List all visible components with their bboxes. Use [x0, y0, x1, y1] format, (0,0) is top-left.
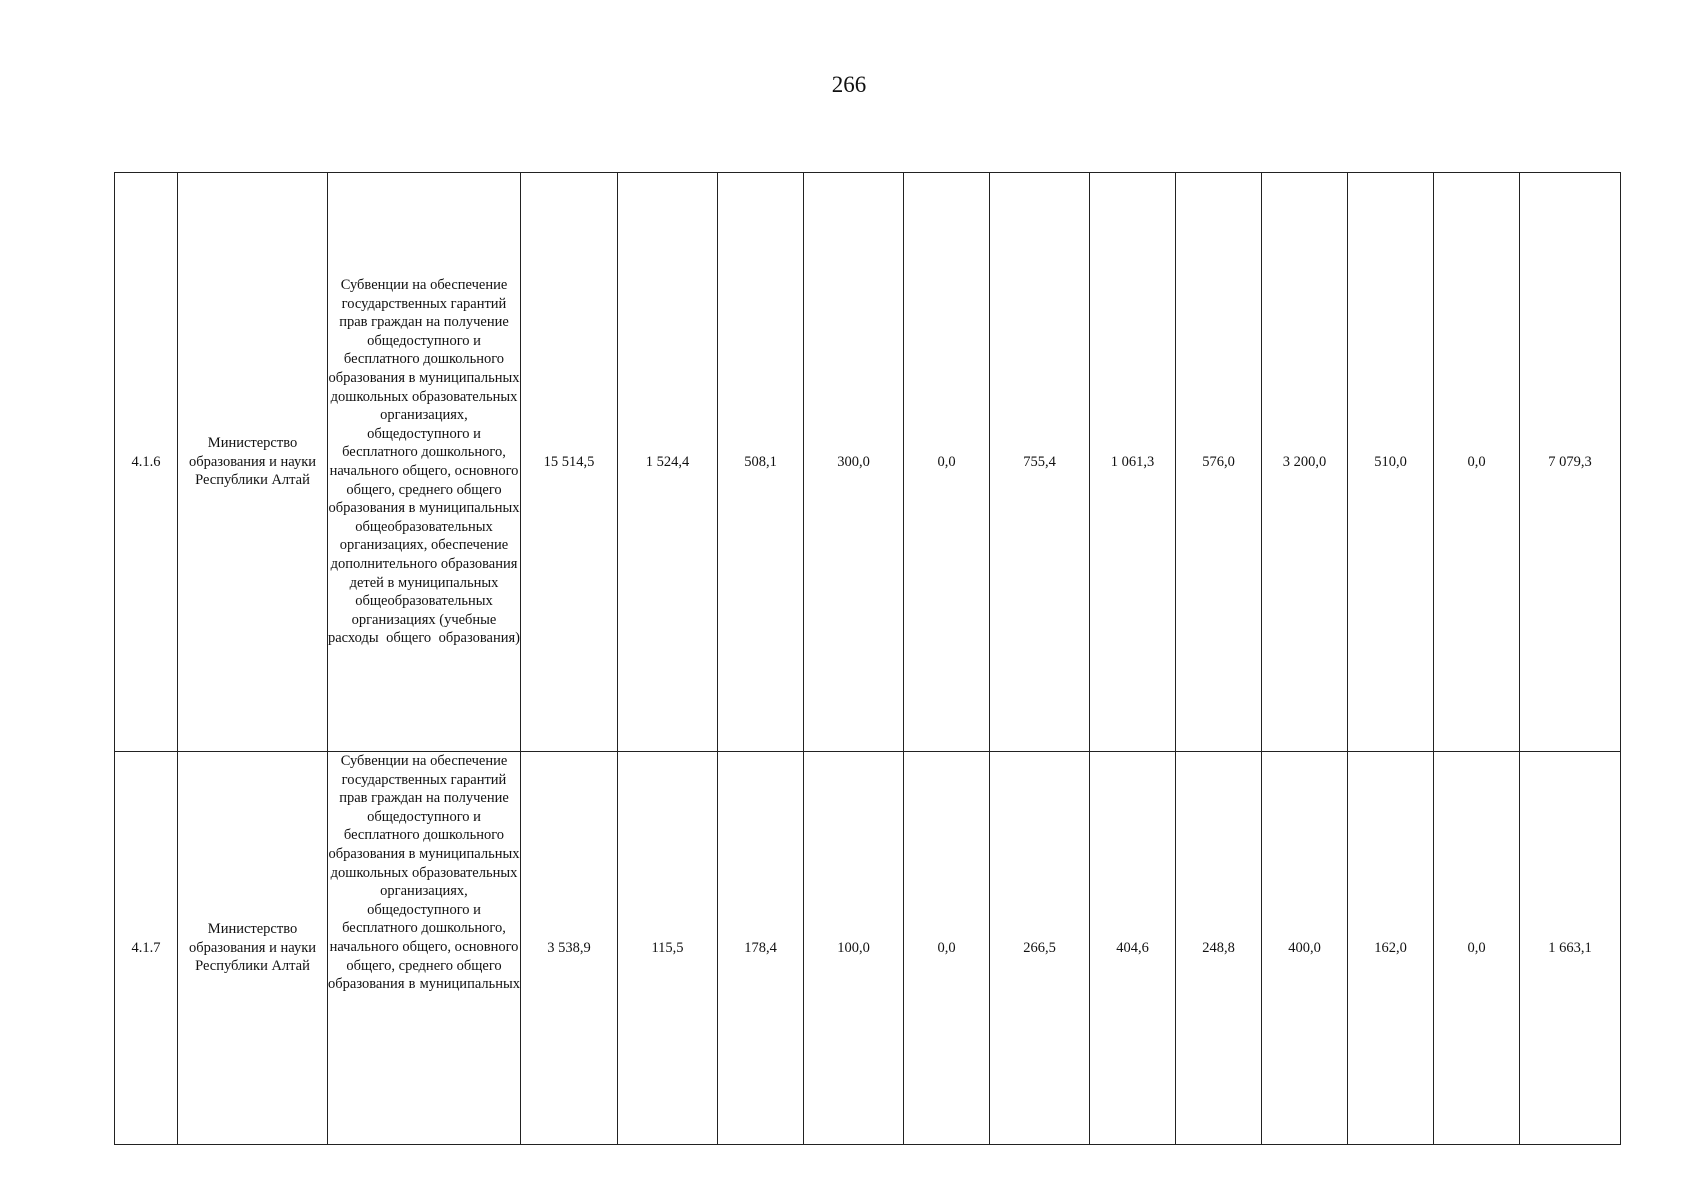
value-cell: 300,0	[804, 173, 904, 752]
budget-table	[114, 172, 1621, 1145]
page-number: 266	[831, 72, 867, 97]
value-cell: 576,0	[1176, 173, 1262, 752]
value-cell: 755,4	[990, 173, 1090, 752]
value-cell: 3 538,9	[521, 752, 618, 1145]
value-cell: 0,0	[1434, 752, 1520, 1145]
value-cell: 15 514,5	[521, 173, 618, 752]
value-cell: 404,6	[1090, 752, 1176, 1145]
value-cell: 100,0	[804, 752, 904, 1145]
table-row	[115, 752, 1621, 1145]
value-cell: 3 200,0	[1262, 173, 1348, 752]
value-cell: 0,0	[904, 752, 990, 1145]
row-organization: Министерство образования и науки Республики Алтай	[178, 752, 328, 1145]
row-description	[328, 173, 521, 752]
row-code: 4.1.6	[115, 173, 178, 752]
row-code: 4.1.7	[115, 752, 178, 1145]
row-description-text: Субвенции на обеспечение государственных гарантий прав граждан на получение общедоступного и бесплатного дошкольного образования в муниципальных дошкольных образовательных организациях, общедоступного и бесплатного дошкольного, начального общего, основного общего, среднего общего образования в муниципальных	[328, 753, 520, 993]
value-cell: 7 079,3	[1520, 173, 1621, 752]
row-description	[328, 752, 521, 1145]
value-cell: 162,0	[1348, 752, 1434, 1145]
value-cell: 1 524,4	[618, 173, 718, 752]
row-organization: Министерство образования и науки Республики Алтай	[178, 173, 328, 752]
row-description-text: Субвенции на обеспечение государственных гарантий прав граждан на получение общедоступного и бесплатного дошкольного образования в муниципальных дошкольных образовательных организациях, общедоступного и бесплатного дошкольного, начального общего, основного общего, среднего общего образования в муниципальных общеобразовательных организациях, обеспечение дополнительного образования детей в муниципальных общеобразовательных организациях (учебные расходы общего образования)	[328, 277, 520, 647]
value-cell: 266,5	[990, 752, 1090, 1145]
value-cell: 0,0	[1434, 173, 1520, 752]
value-cell: 400,0	[1262, 752, 1348, 1145]
value-cell: 510,0	[1348, 173, 1434, 752]
value-cell: 1 663,1	[1520, 752, 1621, 1145]
value-cell: 508,1	[718, 173, 804, 752]
value-cell: 248,8	[1176, 752, 1262, 1145]
value-cell: 178,4	[718, 752, 804, 1145]
value-cell: 1 061,3	[1090, 173, 1176, 752]
value-cell: 0,0	[904, 173, 990, 752]
table-row	[115, 173, 1621, 752]
value-cell: 115,5	[618, 752, 718, 1145]
